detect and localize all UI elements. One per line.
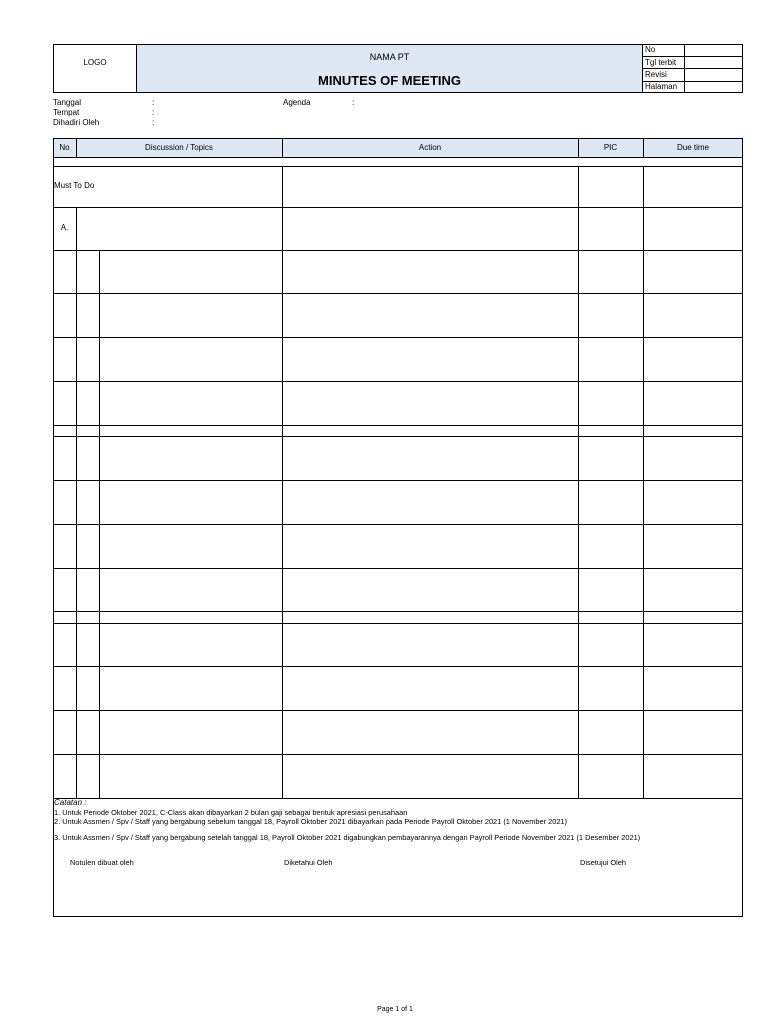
page-title: MINUTES OF MEETING <box>318 73 461 88</box>
doc-field-tgl-label: Tgl terbit <box>645 58 677 67</box>
tempat-colon: : <box>152 108 155 117</box>
column-header-pic: PIC <box>603 143 618 152</box>
notes-heading: Catatan : <box>54 798 87 807</box>
table-row <box>53 337 743 338</box>
column-header-due: Due time <box>676 143 709 152</box>
doc-field-no-label: No <box>645 45 656 54</box>
doc-field-halaman-label: Halaman <box>645 82 678 91</box>
note-item-3: 3. Untuk Assmen / Spv / Staff yang bergabung setelah tanggal 18, Payroll Oktober 2021 digabungkan pembayarannya dengan Payroll Periode November 2021 (1 Desember 2021) <box>54 833 641 842</box>
table-row <box>53 425 743 426</box>
table-row <box>53 666 743 667</box>
tempat-label: Tempat <box>53 108 80 117</box>
dihadiri-colon: : <box>152 118 155 127</box>
table-row <box>53 623 743 624</box>
table-row <box>53 754 743 755</box>
signature-diketahui: Diketahui Oleh <box>284 858 333 867</box>
dihadiri-label: Dihadiri Oleh <box>53 118 100 127</box>
table-row <box>53 611 743 612</box>
table-row <box>53 798 743 799</box>
column-header-topics: Discussion / Topics <box>145 143 213 152</box>
column-header-action: Action <box>418 143 442 152</box>
column-header-no: No <box>59 143 70 152</box>
note-item-2: 2. Untuk Assmen / Spv / Staff yang bergabung sebelum tanggal 18, Payroll Oktober 2021 dibayarkan pada Periode Payroll Oktober 2021 (1 November 2021) <box>54 817 567 826</box>
table-row <box>53 381 743 382</box>
table-row <box>53 524 743 525</box>
note-item-1: 1. Untuk Periode Oktober 2021, C-Class akan dibayarkan 2 bulan gaji sebagai bentuk apresiasi perusahaan <box>54 808 408 817</box>
table-row <box>53 293 743 294</box>
table-row <box>53 710 743 711</box>
doc-field-revisi-label: Revisi <box>645 70 667 79</box>
page-number: Page 1 of 1 <box>377 1006 413 1013</box>
logo-box <box>53 44 137 93</box>
table-row <box>53 480 743 481</box>
section-must-to-do: Must To Do <box>54 181 95 190</box>
group-a-label: A. <box>60 223 69 232</box>
signature-notulen: Notulen dibuat oleh <box>70 858 134 867</box>
company-name: NAMA PT <box>369 52 410 62</box>
table-row <box>53 568 743 569</box>
signature-disetujui: Disetujui Oleh <box>580 858 627 867</box>
table-row <box>53 436 743 437</box>
agenda-colon: : <box>352 98 355 107</box>
tanggal-label: Tanggal <box>53 98 82 107</box>
logo: LOGO <box>83 58 107 67</box>
agenda-label: Agenda <box>283 98 311 107</box>
tanggal-colon: : <box>152 98 155 107</box>
minutes-table <box>53 138 743 917</box>
